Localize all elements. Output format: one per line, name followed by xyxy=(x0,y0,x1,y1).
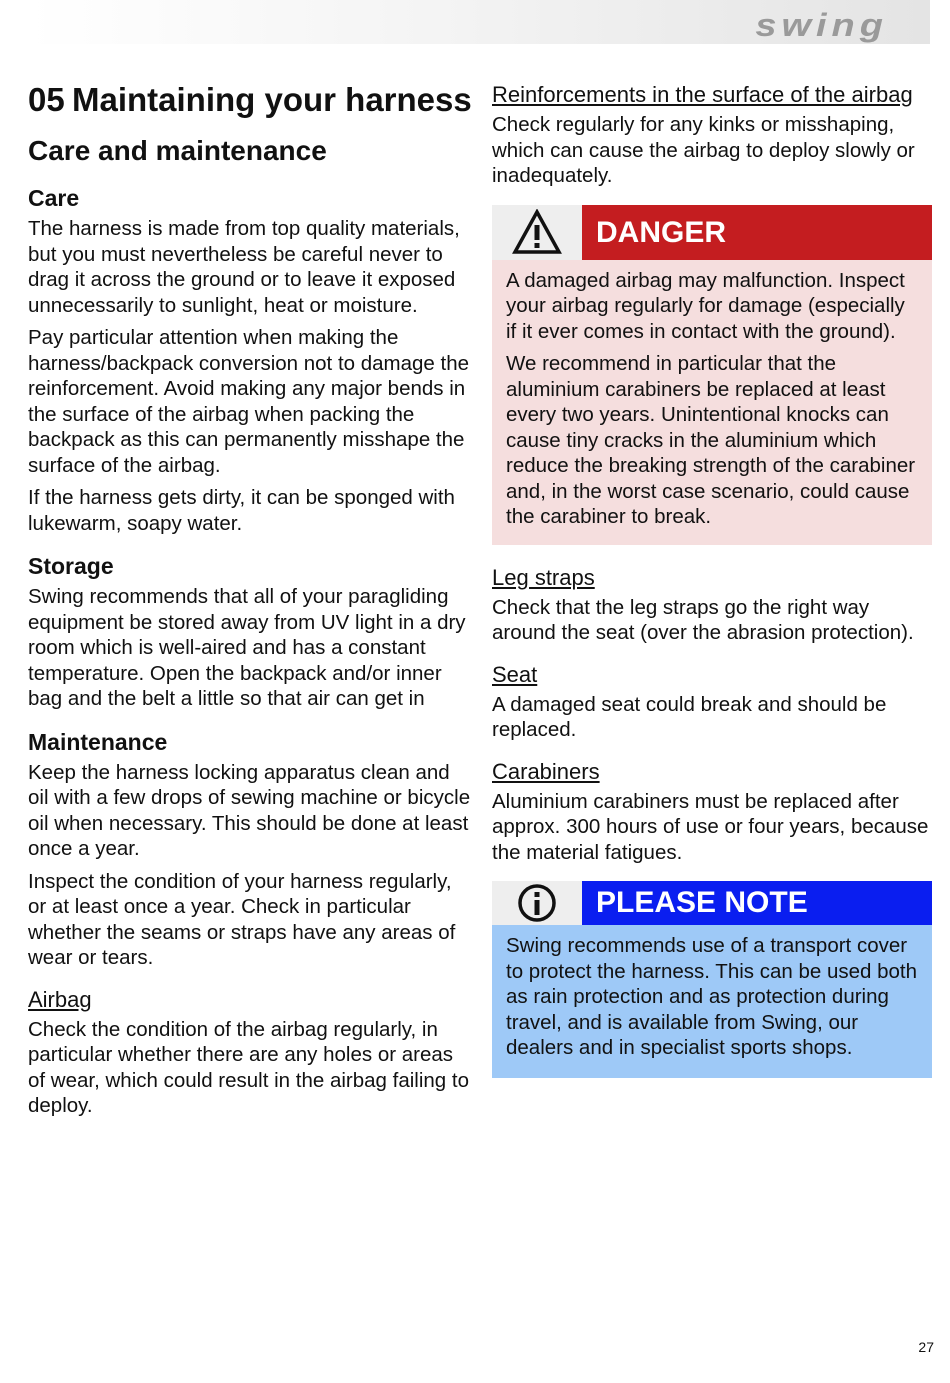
danger-box xyxy=(492,205,932,545)
please-note-body xyxy=(492,925,932,1078)
please-note-box xyxy=(492,881,932,1078)
swing-logo: swing xyxy=(755,8,888,44)
danger-paragraph: We recommend in particular that the aluminium carabiners be replaced at least every two years. Unintentional knocks can cause tiny cracks in the aluminium which reduce the breaking strength of the carabiner and, in the worst case scenario, could cause the carabiner to break. xyxy=(506,352,916,528)
carabiners-heading: Carabiners xyxy=(492,758,600,784)
chapter-title: Maintaining your harness xyxy=(72,81,472,118)
section-title: Care and maintenance xyxy=(28,135,327,166)
danger-body xyxy=(492,260,932,545)
warning-triangle-icon xyxy=(492,205,582,260)
seat-paragraph: A damaged seat could break and should be replaced. xyxy=(492,692,887,741)
airbag-paragraph: Check the condition of the airbag regularly, in particular whether there are any holes or areas of wear, which could result in the airbag failing to deploy. xyxy=(28,1017,470,1117)
airbag-heading: Airbag xyxy=(28,986,92,1012)
right-column xyxy=(492,80,932,1098)
please-note-header xyxy=(492,881,932,925)
leg-straps-heading: Leg straps xyxy=(492,564,595,590)
care-heading: Care xyxy=(28,185,80,211)
maintenance-paragraph: Inspect the condition of your harness regularly, or at least once a year. Check in particular whether the seams or straps have any areas of wear or tears. xyxy=(28,869,456,969)
seat-heading: Seat xyxy=(492,661,538,687)
please-note-title: PLEASE NOTE xyxy=(582,881,932,925)
maintenance-paragraph: Keep the harness locking apparatus clean and oil with a few drops of sewing machine or bicycle oil when necessary. This should be done at least once a year. xyxy=(28,760,471,860)
care-paragraph: Pay particular attention when making the harness/backpack conversion not to damage the reinforcement. Avoid making any major bends in the surface of the airbag when packing the backpack as this can permanently misshape the surface of the airbag. xyxy=(28,326,470,477)
danger-paragraph: A damaged airbag may malfunction. Inspect your airbag regularly for damage (especially if it ever comes in contact with the ground). xyxy=(506,268,905,343)
carabiners-paragraph: Aluminium carabiners must be replaced after approx. 300 hours of use or four years, because the material fatigues. xyxy=(492,789,929,864)
care-paragraph: The harness is made from top quality materials, but you must nevertheless be careful never to drag it across the ground or to leave it exposed unnecessarily to sunlight, heat or moisture. xyxy=(28,217,460,317)
maintenance-heading: Maintenance xyxy=(28,728,168,755)
danger-header xyxy=(492,205,932,260)
info-circle-icon xyxy=(492,881,582,925)
reinforcements-heading: Reinforcements in the surface of the airbag xyxy=(492,82,913,107)
chapter-number: 05 xyxy=(28,81,65,118)
page-number: 27 xyxy=(918,1339,934,1355)
danger-title: DANGER xyxy=(582,205,932,260)
leg-straps-paragraph: Check that the leg straps go the right way around the seat (over the abrasion protection). xyxy=(492,595,914,644)
care-paragraph: If the harness gets dirty, it can be sponged with lukewarm, soapy water. xyxy=(28,486,455,535)
left-column xyxy=(28,80,474,1126)
chapter-heading xyxy=(28,80,474,120)
please-note-paragraph: Swing recommends use of a transport cover to protect the harness. This can be used both as rain protection and as protection during travel, and is available from Swing, our dealers and in specialist sports shops. xyxy=(506,934,918,1059)
storage-heading: Storage xyxy=(28,553,114,579)
reinforcements-paragraph: Check regularly for any kinks or misshaping, which can cause the airbag to deploy slowly or inadequately. xyxy=(492,113,915,187)
storage-paragraph: Swing recommends that all of your paragliding equipment be stored away from UV light in a dry room which is well-aired and has a constant temperature. Open the backpack and/or inner bag and the belt a little so that air can get in xyxy=(28,585,466,710)
